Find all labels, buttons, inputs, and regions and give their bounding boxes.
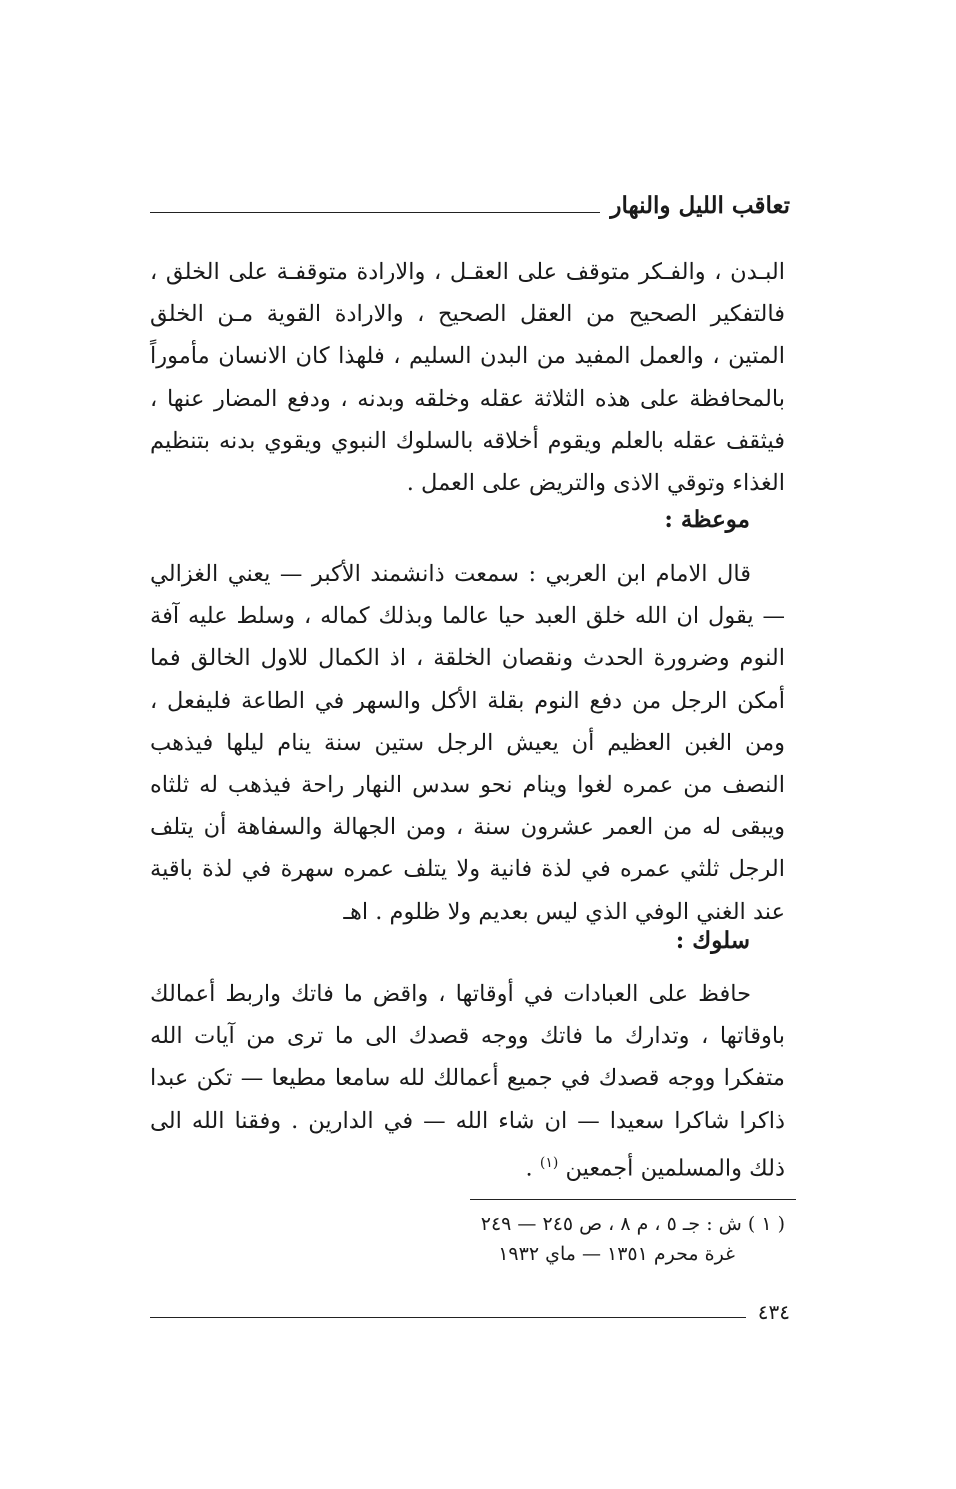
paragraph-conduct	[150, 973, 785, 1190]
footnote-date: غرة محرم ١٣٥١ — ماي ١٩٣٢	[498, 1243, 735, 1265]
paragraph-body-mind-character: البـدن ، والفـكر متوقف على العقـل ، والارادة متوقفـة على الخلق ، فالتفكير الصحيح من العقل الصحيح ، والارادة القوية مـن الخلق المتين ، والعمل المفيد من البدن السليم ، فلهذا كان الانسان مأموراً بالمحافظة على هذه الثلاثة عقله وخلقه وبدنه ، ودفع المضار عنها ، فيثقف عقله بالعلم ويقوم أخلاقه بالسلوك النبوي ويقوي بدنه بتنظيم الغذاء وتوقي الاذى والتريض على العمل .	[150, 259, 785, 497]
header-rule	[150, 212, 600, 213]
heading-suluk: سلوك :	[675, 927, 750, 954]
footnote-marker: (١)	[539, 1154, 559, 1171]
footer-rule	[150, 1317, 746, 1318]
running-header	[150, 192, 790, 219]
paragraph-ibn-al-arabi-quote: قال الامام ابن العربي : سمعت ذانشمند الأكبر — يعني الغزالي — يقول ان الله خلق العبد حيا عالما وبذلك كماله ، وسلط عليه آفة النوم وضرورة الحدث ونقصان الخلقة ، اذ الكمال للاول الخالق فما أمكن الرجل من دفع النوم بقلة الأكل والسهر في الطاعة فليفعل ، ومن الغبن العظيم أن يعيش الرجل ستين سنة ينام ليلها فيذهب النصف من عمره لغوا وينام نحو سدس النهار راحة فيذهب له ثلثاه ويبقى له من العمر عشرون سنة ، ومن الجهالة والسفاهة أن يتلف الرجل ثلثي عمره في لذة فانية ولا يتلف عمره سهرة في لذة باقية عند الغني الوفي الذي ليس بعديم ولا ظلوم . اهـ	[150, 561, 785, 925]
heading-maw-iza: موعظة :	[664, 506, 750, 533]
running-title: تعاقب الليل والنهار	[610, 192, 790, 219]
page-number: ٤٣٤	[757, 1300, 790, 1324]
footnotes	[330, 1209, 785, 1269]
footnote-reference: ( ١ ) ش : جـ ٥ ، م ٨ ، ص ٢٤٥ — ٢٤٩	[480, 1213, 785, 1235]
page-footer	[150, 1300, 790, 1324]
footnote-rule	[470, 1199, 796, 1200]
paragraph-end-mark: .	[525, 1155, 540, 1182]
paragraph-conduct-text: حافظ على العبادات في أوقاتها ، واقض ما فاتك واربط أعمالك باوقاتها ، وتدارك ما فاتك ووجه قصدك الى ما ترى من آيات الله متفكرا ووجه قصدك في جميع أعمالك لله سامعا مطيعا — تكن عبدا ذاكرا شاكرا سعيدا — ان شاء الله — في الدارين . وفقنا الله الى ذلك والمسلمين أجمعين	[150, 981, 785, 1182]
